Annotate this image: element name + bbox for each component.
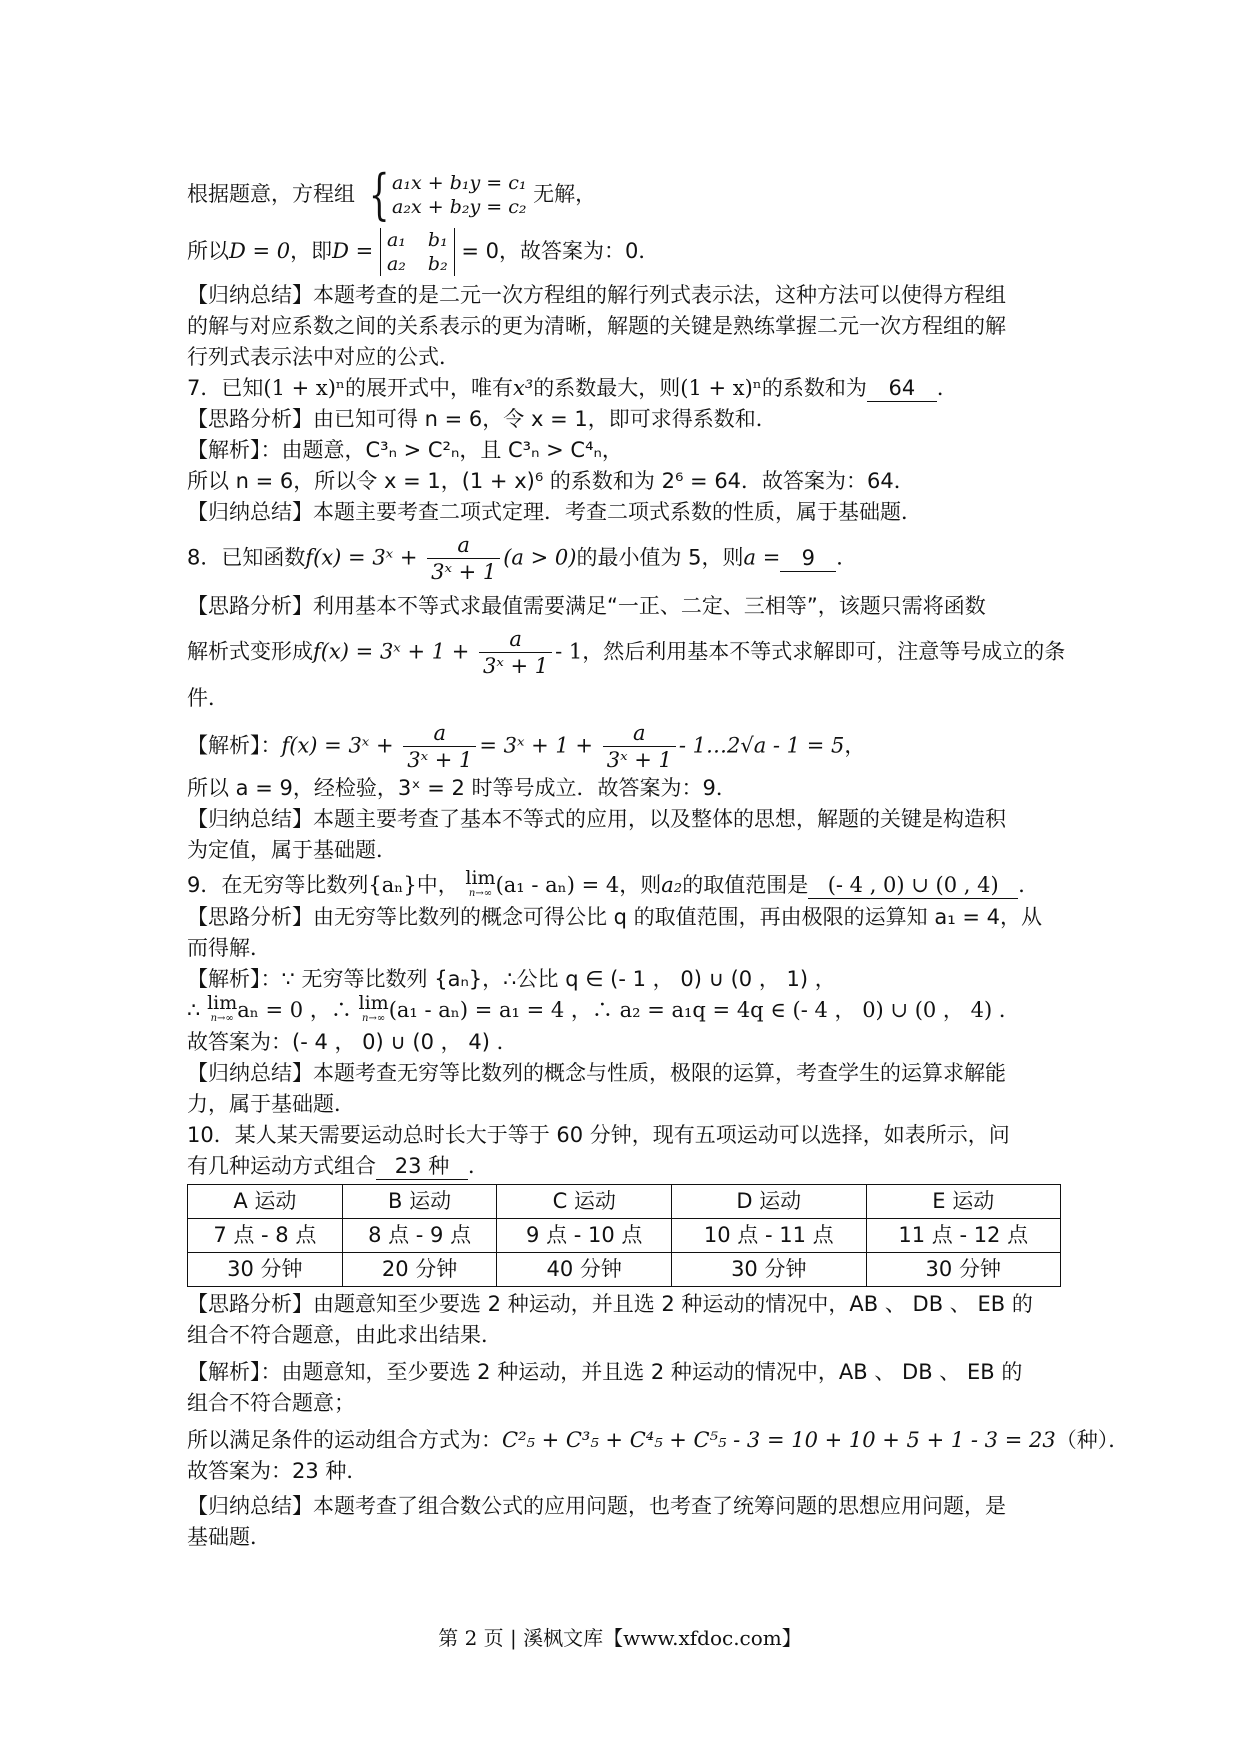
- text: 有几种运动方式组合: [187, 1154, 376, 1178]
- table-cell: 11 点 - 12 点: [866, 1219, 1061, 1253]
- solution-line: 【解析】：由题意，C³ₙ > C²ₙ，且 C³ₙ > C⁴ₙ，: [187, 438, 623, 462]
- table-header-cell: D 运动: [672, 1185, 866, 1219]
- det-cell: b₂: [427, 253, 448, 275]
- table-cell: 8 点 - 9 点: [342, 1219, 497, 1253]
- question-9-stem: [187, 867, 1067, 902]
- determinant: [380, 228, 455, 276]
- text: ，: [844, 733, 866, 758]
- fraction: [403, 720, 476, 773]
- page-footer: 第 2 页 | 溪枫文库【www.xfdoc.com】: [438, 1626, 802, 1650]
- math: D =: [332, 239, 374, 263]
- summary-line: 的解与对应系数之间的关系表示的更为清晰，解题的关键是熟练掌握二元一次方程组的解: [187, 314, 1006, 338]
- table-row: [188, 1219, 1061, 1253]
- text: 所以: [187, 239, 229, 263]
- text: 中，: [416, 873, 459, 897]
- solution-line: 故答案为：23 种．: [187, 1459, 368, 1483]
- text: （种）．: [1055, 1428, 1130, 1452]
- limit: [358, 992, 389, 1027]
- text: 的最小值为 5，则: [576, 545, 744, 570]
- text: ．: [836, 545, 858, 570]
- analysis-line: 【思路分析】由已知可得 n = 6，令 x = 1，即可求得系数和．: [187, 407, 777, 431]
- answer-blank: 9: [780, 545, 836, 572]
- math: f(x) = 3ˣ +: [305, 545, 418, 570]
- answer-blank: 23 种: [376, 1153, 468, 1180]
- math: (1 + x)ⁿ: [680, 376, 762, 400]
- answer-blank: 64: [867, 375, 937, 402]
- text: 的展开式中，唯有: [345, 376, 513, 400]
- table-row: [188, 1253, 1061, 1287]
- math: f(x) = 3ˣ + 1 +: [313, 639, 470, 664]
- summary-line: 【归纳总结】本题主要考查了基本不等式的应用，以及整体的思想，解题的关键是构造积: [187, 807, 1006, 831]
- math: {aₙ}: [368, 873, 417, 897]
- text: 【解析】：: [187, 733, 282, 758]
- math: (a > 0): [503, 545, 577, 570]
- det-cell: a₂: [386, 253, 406, 275]
- table-cell: 30 分钟: [188, 1253, 343, 1287]
- text: ，则: [619, 873, 662, 897]
- text: 的系数最大，则: [533, 376, 681, 400]
- fraction: [427, 532, 500, 585]
- math: (1 + x)ⁿ: [263, 376, 345, 400]
- fraction: [603, 720, 676, 773]
- table-cell: 20 分钟: [342, 1253, 497, 1287]
- text: 的系数和为: [761, 376, 867, 400]
- math: (a₁ - aₙ) = 4: [495, 873, 620, 897]
- system-line: [187, 163, 1067, 226]
- math: C²₅ + C³₅ + C⁴₅ + C⁵₅ - 3 = 10 + 10 + 5 + 1 - 3 = 23: [502, 1428, 1056, 1452]
- solution-line: [187, 720, 1067, 773]
- denominator: 3ˣ + 1: [483, 654, 549, 678]
- summary-line: 【归纳总结】本题考查无穷等比数列的概念与性质，极限的运算，考查学生的运算求解能: [187, 1061, 1006, 1085]
- question-10-stem: [187, 1151, 1067, 1182]
- determinant-line: [187, 228, 1067, 276]
- text: 所以满足条件的运动组合方式为：: [187, 1428, 502, 1452]
- equation-system: { a₁x + b₁y = c₁ a₂x + b₂y = c₂: [368, 163, 527, 226]
- table-cell: 10 点 - 11 点: [672, 1219, 866, 1253]
- summary-line: 为定值，属于基础题．: [187, 838, 397, 862]
- text: ．: [1018, 873, 1040, 897]
- text: = 0，故答案为：0．: [461, 239, 660, 263]
- table-header-cell: B 运动: [342, 1185, 497, 1219]
- sport-schedule-table: [187, 1184, 1061, 1287]
- lim-text: lim: [358, 992, 389, 1014]
- text: ∴: [187, 998, 201, 1022]
- summary-line: 力，属于基础题．: [187, 1092, 355, 1116]
- summary-line: 【归纳总结】本题考查的是二元一次方程组的解行列式表示法，这种方法可以使得方程组: [187, 283, 1006, 307]
- summary-line: 【归纳总结】本题考查了组合数公式的应用问题，也考查了统筹问题的思想应用问题，是: [187, 1494, 1006, 1518]
- math: a =: [743, 545, 781, 570]
- table-header-cell: C 运动: [497, 1185, 672, 1219]
- summary-line: 【归纳总结】本题主要考查二项式定理．考查二项式系数的性质，属于基础题．: [187, 500, 922, 524]
- limit: [207, 992, 238, 1027]
- math: D = 0: [229, 239, 291, 263]
- fraction: [479, 626, 552, 679]
- math: - 1…2√a - 1 = 5: [678, 733, 845, 758]
- table-cell: 7 点 - 8 点: [188, 1219, 343, 1253]
- summary-line: 基础题．: [187, 1525, 271, 1549]
- solution-line: 【解析】：由题意知，至少要选 2 种运动，并且选 2 种运动的情况中，AB 、 DB 、 EB 的: [187, 1360, 1023, 1384]
- lim-text: lim: [465, 867, 496, 889]
- question-7-stem: [187, 373, 1067, 404]
- table-cell: 30 分钟: [866, 1253, 1061, 1287]
- math: a₂: [661, 873, 683, 897]
- numerator: a: [603, 720, 676, 747]
- analysis-line: 【思路分析】由题意知至少要选 2 种运动，并且选 2 种运动的情况中，AB 、 DB 、 EB 的: [187, 1292, 1033, 1316]
- numerator: a: [479, 626, 552, 653]
- text: ．: [936, 376, 958, 400]
- math: f(x) = 3ˣ +: [281, 733, 394, 758]
- limit: [465, 867, 496, 902]
- text: 7．已知: [187, 376, 264, 400]
- math: (a₁ - aₙ) = a₁ = 4 ，∴ a₂ = a₁q = 4q ∈ (- 4 ， 0) ∪ (0 ， 4) ．: [388, 998, 1020, 1022]
- table-header-cell: E 运动: [866, 1185, 1061, 1219]
- equation-2: a₂x + b₂y = c₂: [392, 196, 527, 218]
- math: aₙ = 0 ，∴: [237, 998, 352, 1022]
- math: x³: [513, 376, 534, 400]
- solution-line: 【解析】：∵ 无穷等比数列 {aₙ}，∴公比 q ∈ (- 1 ， 0) ∪ (0 ， 1) ，: [187, 967, 836, 991]
- text: 根据题意，方程组: [187, 182, 355, 206]
- solution-line: 组合不符合题意；: [187, 1391, 355, 1415]
- analysis-line: 【思路分析】利用基本不等式求最值需要满足“一正、二定、三相等”，该题只需将函数: [187, 594, 986, 618]
- text: 8．已知函数: [187, 545, 306, 570]
- denominator: 3ˣ + 1: [431, 560, 497, 584]
- lim-sub: n→∞: [468, 888, 493, 899]
- analysis-line: 【思路分析】由无穷等比数列的概念可得公比 q 的取值范围，再由极限的运算知 a₁ = 4，从: [187, 905, 1042, 929]
- det-cell: a₁: [386, 229, 406, 251]
- numerator: a: [427, 532, 500, 559]
- analysis-line: 而得解．: [187, 936, 271, 960]
- analysis-line: [187, 626, 1067, 679]
- solution-line: [187, 992, 1067, 1027]
- text: ，然后利用基本不等式求解即可，注意等号成立的条: [582, 639, 1066, 664]
- det-cell: b₁: [427, 229, 448, 251]
- question-10-stem: 10．某人某天需要运动总时长大于等于 60 分钟，现有五项运动可以选择，如表所示，问: [187, 1123, 1010, 1147]
- text: ，即: [290, 239, 333, 263]
- table-row: [188, 1185, 1061, 1219]
- analysis-line: 组合不符合题意，由此求出结果．: [187, 1323, 502, 1347]
- equation-1: a₁x + b₁y = c₁: [392, 172, 527, 194]
- denominator: 3ˣ + 1: [606, 748, 672, 772]
- solution-line: 故答案为：(- 4 ， 0) ∪ (0 ， 4) ．: [187, 1030, 518, 1054]
- solution-line: [187, 1425, 1130, 1456]
- analysis-line: 件．: [187, 686, 229, 710]
- text: ．: [468, 1154, 489, 1178]
- text: 无解，: [533, 182, 597, 206]
- question-8-stem: [187, 532, 1067, 585]
- table-cell: 40 分钟: [497, 1253, 672, 1287]
- solution-line: 所以 n = 6，所以令 x = 1，(1 + x)⁶ 的系数和为 2⁶ = 64．故答案为：64．: [187, 469, 915, 493]
- lim-sub: n→∞: [362, 1013, 386, 1024]
- text: 9．在无穷等比数列: [187, 873, 369, 897]
- text: 解析式变形成: [187, 639, 313, 664]
- table-cell: 9 点 - 10 点: [497, 1219, 672, 1253]
- lim-text: lim: [207, 992, 238, 1014]
- denominator: 3ˣ + 1: [407, 748, 473, 772]
- lim-sub: n→∞: [210, 1013, 234, 1024]
- table-cell: 30 分钟: [672, 1253, 866, 1287]
- table-header-cell: A 运动: [188, 1185, 343, 1219]
- summary-line: 行列式表示法中对应的公式．: [187, 345, 460, 369]
- page-content: [187, 163, 1130, 1553]
- text: 的取值范围是: [682, 873, 809, 897]
- math: = 3ˣ + 1 +: [479, 733, 594, 758]
- math: - 1: [555, 639, 583, 664]
- numerator: a: [403, 720, 476, 747]
- answer-blank: (- 4 , 0) ∪ (0 , 4): [808, 872, 1018, 899]
- solution-line: 所以 a = 9，经检验，3ˣ = 2 时等号成立．故答案为：9．: [187, 776, 737, 800]
